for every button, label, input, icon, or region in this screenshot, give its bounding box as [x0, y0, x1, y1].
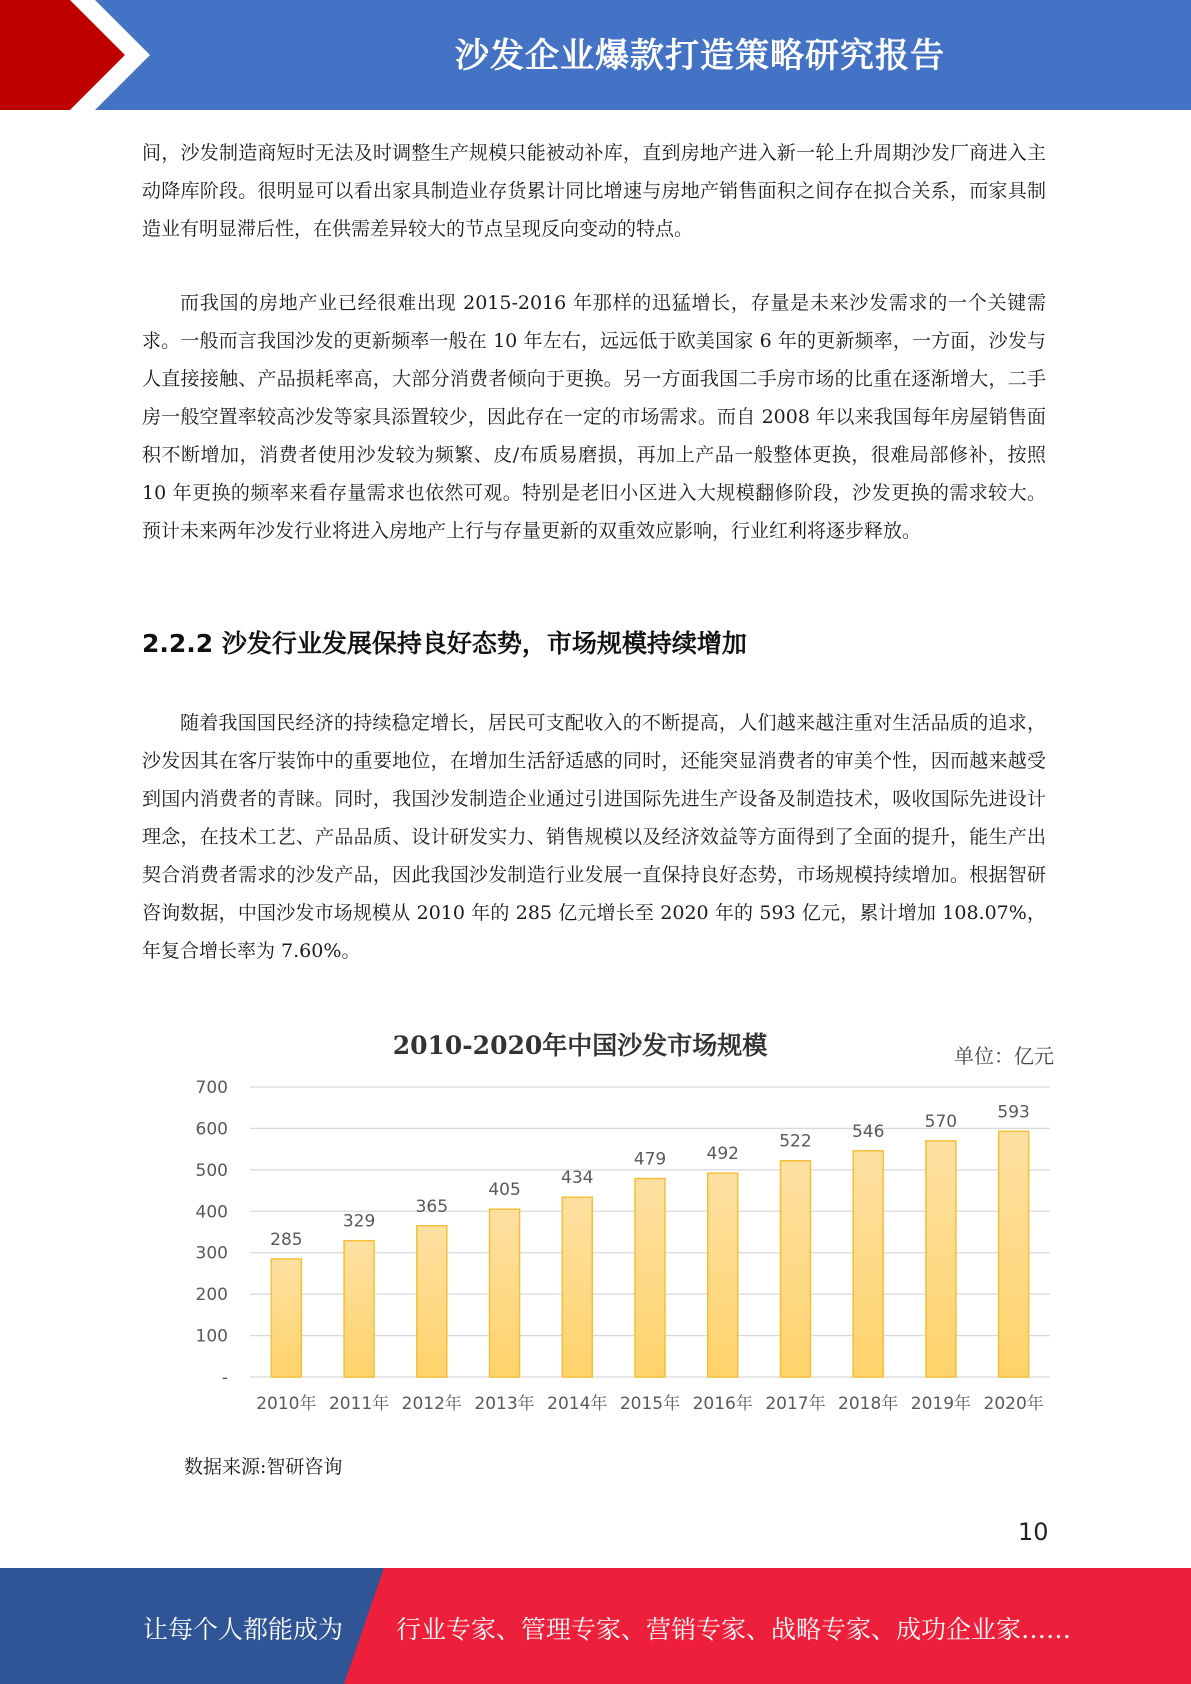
- x-tick-label: 2018年: [838, 1394, 899, 1414]
- chart-title: 2010-2020年中国沙发市场规模: [392, 1031, 768, 1060]
- data-label: 405: [488, 1180, 521, 1201]
- bar: [708, 1173, 738, 1377]
- x-tick-label: 2014年: [547, 1394, 608, 1414]
- data-label: 365: [415, 1196, 449, 1217]
- y-tick-label: -: [221, 1368, 228, 1388]
- bar: [635, 1179, 665, 1377]
- paragraph-1: [142, 134, 1046, 248]
- data-label: 570: [924, 1111, 958, 1132]
- paragraph-text: 间，沙发制造商短时无法及时调整生产规模只能被动补库，直到房地产进入新一轮上升周期沙发厂商进入主动降库阶段。很明显可以看出家具制造业存货累计同比增速与房地产销售面积之间存在拟合关系，而家具制造业有明显滞后性，在供需差异较大的节点呈现反向变动的特点。: [142, 142, 1046, 240]
- data-label: 329: [342, 1211, 376, 1232]
- data-label: 593: [997, 1102, 1030, 1123]
- y-tick-label: 200: [195, 1285, 228, 1306]
- section-heading: 2.2.2 沙发行业发展保持良好态势，市场规模持续增加: [142, 629, 747, 658]
- paragraph-3: [142, 704, 1046, 970]
- data-label: 479: [633, 1149, 667, 1170]
- x-tick-label: 2017年: [765, 1394, 826, 1414]
- bar: [271, 1259, 301, 1377]
- page-number: 10: [1018, 1518, 1049, 1546]
- report-title: 沙发企业爆款打造策略研究报告: [455, 36, 945, 76]
- y-tick-label: 100: [195, 1326, 228, 1347]
- paragraph-2: [142, 284, 1046, 550]
- paragraph-text: 而我国的房地产业已经很难出现 2015-2016 年那样的迅猛增长，存量是未来沙发需求的一个关键需求。一般而言我国沙发的更新频率一般在 10 年左右，远远低于欧美国家 6 年的更新频率，一方面，沙发与人直接接触、产品损耗率高，大部分消费者倾向于更换。另一方面我国二手房市场的比重在逐渐增大，二手房一般空置率较高沙发等家具添置较少，因此存在一定的市场需求。而自 2008 年以来我国每年房屋销售面积不断增加，消费者使用沙发较为频繁、皮/布质易磨损，再加上产品一般整体更换，很难局部修补，按照 10 年更换的频率来看存量需求也依然可观。特别是老旧小区进入大规模翻修阶段，沙发更换的需求较大。预计未来两年沙发行业将进入房地产上行与存量更新的双重效应影响，行业红利将逐步释放。: [142, 292, 1046, 542]
- data-label: 546: [851, 1121, 885, 1142]
- data-label: 285: [270, 1229, 303, 1250]
- x-tick-label: 2019年: [910, 1394, 972, 1414]
- y-tick-label: 300: [195, 1243, 228, 1264]
- data-label: 522: [779, 1131, 812, 1152]
- bar: [562, 1197, 592, 1377]
- bar: [490, 1209, 520, 1377]
- chart-unit-label: 单位：亿元: [954, 1044, 1054, 1068]
- x-tick-label: 2015年: [619, 1394, 681, 1414]
- x-tick-label: 2020年: [983, 1394, 1044, 1414]
- header-arrow-decoration: [0, 0, 160, 110]
- bar: [344, 1241, 374, 1377]
- x-tick-label: 2012年: [401, 1394, 462, 1414]
- bar: [853, 1151, 883, 1377]
- bar: [780, 1161, 810, 1377]
- x-tick-label: 2013年: [474, 1394, 535, 1414]
- y-tick-label: 500: [195, 1160, 228, 1181]
- x-tick-label: 2011年: [328, 1394, 390, 1414]
- bar-chart-canvas: [170, 1012, 1090, 1432]
- paragraph-text: 随着我国国民经济的持续稳定增长，居民可支配收入的不断提高，人们越来越注重对生活品质的追求，沙发因其在客厅装饰中的重要地位，在增加生活舒适感的同时，还能突显消费者的审美个性，因而越来越受到国内消费者的青睐。同时，我国沙发制造企业通过引进国际先进生产设备及制造技术，吸收国际先进设计理念，在技术工艺、产品品质、设计研发实力、销售规模以及经济效益等方面得到了全面的提升，能生产出契合消费者需求的沙发产品，因此我国沙发制造行业发展一直保持良好态势，市场规模持续增加。根据智研咨询数据，中国沙发市场规模从 2010 年的 285 亿元增长至 2020 年的 593 亿元，累计增加 108.07%，年复合增长率为 7.60%。: [142, 712, 1046, 962]
- data-label: 434: [561, 1168, 594, 1189]
- y-tick-label: 400: [195, 1202, 228, 1223]
- x-tick-label: 2016年: [692, 1394, 753, 1414]
- bar: [417, 1226, 447, 1377]
- footer-slogan-right: 行业专家、管理专家、营销专家、战略专家、成功企业家……: [396, 1615, 1072, 1644]
- y-tick-label: 600: [195, 1119, 228, 1140]
- header-band: [0, 0, 1191, 110]
- footer-slogan-left: 让每个人都能成为: [143, 1615, 344, 1644]
- x-tick-label: 2010年: [256, 1394, 317, 1414]
- y-tick-label: 700: [195, 1078, 228, 1098]
- market-size-chart: [170, 1012, 1090, 1432]
- footer-band: [0, 1568, 1191, 1684]
- bar: [999, 1131, 1029, 1377]
- data-label: 492: [706, 1144, 739, 1165]
- bar: [926, 1141, 956, 1377]
- data-source: 数据来源:智研咨询: [184, 1456, 343, 1478]
